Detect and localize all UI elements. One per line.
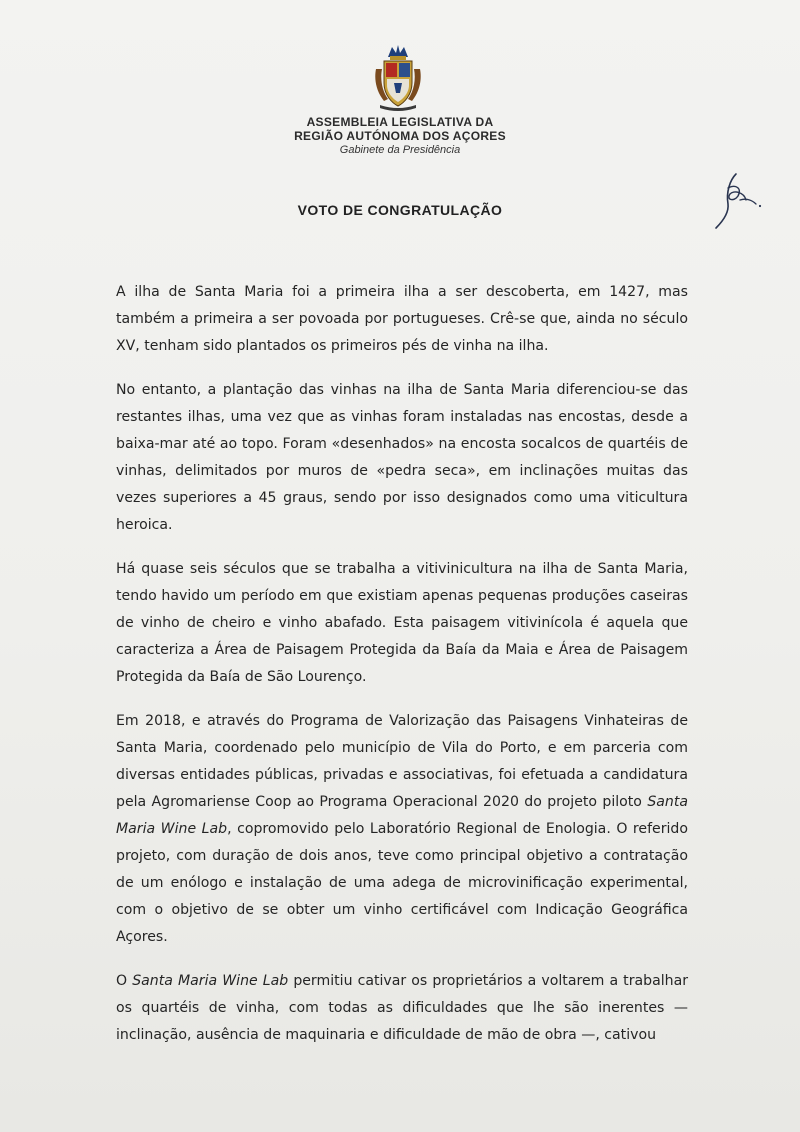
paragraph-text: Há quase seis séculos que se trabalha a vitivinicultura na ilha de Santa Maria, tendo havido um período em que existiam apenas pequenas produções caseiras de vinho de cheiro e vinho abafado. Esta paisagem vitivinícola é aquela que caracteriza a Área de Paisagem Protegida da Baía da Maia e Área de Paisagem Protegida da Baía de São Lourenço.	[116, 561, 688, 685]
paragraph-5	[116, 968, 688, 1049]
paragraph-1	[116, 279, 688, 360]
paragraph-2	[116, 377, 688, 539]
paragraph-text: A ilha de Santa Maria foi a primeira ilha a ser descoberta, em 1427, mas também a primeira a ser povoada por portugueses. Crê-se que, ainda no século XV, tenham sido plantados os primeiros pés de vinha na ilha.	[116, 284, 688, 354]
paragraph-text: permitiu cativar os proprietários a voltarem a trabalhar os quartéis de vinha, com todas as dificuldades que lhe são inerentes — inclinação, ausência de maquinaria e dificuldade de mão de obra —, cativou	[116, 973, 689, 1043]
paragraph-text: O	[116, 973, 133, 989]
document-body	[116, 279, 688, 1066]
organization-header	[0, 115, 800, 157]
paragraph-text: Em 2018, e através do Programa de Valorização das Paisagens Vinhateiras de Santa Maria, coordenado pelo município de Vila do Porto, e em parceria com diversas entidades públicas, privadas e associativas, foi efetuada a candidatura pela Agromariense Coop ao Programa Operacional 2020 do projeto piloto	[116, 713, 688, 810]
office-name: Gabinete da Presidência	[339, 144, 461, 156]
handwritten-signature-icon	[706, 170, 766, 232]
document-title: VOTO DE CONGRATULAÇÃO	[297, 202, 503, 218]
paragraph-text: , copromovido pelo Laboratório Regional de Enologia. O referido projeto, com duração de dois anos, teve como principal objetivo a contratação de um enólogo e instalação de uma adega de microvinificação experimental, com o objetivo de se obter um vinho certificável com Indicação Geográfica Açores.	[116, 821, 688, 945]
paragraph-4	[116, 708, 688, 951]
paragraph-3	[116, 556, 688, 691]
paragraph-text: No entanto, a plantação das vinhas na ilha de Santa Maria diferenciou-se das restantes ilhas, uma vez que as vinhas foram instaladas nas encostas, desde a baixa-mar até ao topo. Foram «desenhados» na encosta socalcos de quartéis de vinhas, delimitados por muros de «pedra seca», em inclinações muitas das vezes superiores a 45 graus, sendo por isso designados como uma viticultura heroica.	[116, 382, 688, 533]
italic-project-name: Santa Maria Wine Lab	[132, 973, 289, 989]
org-name-line-2: REGIÃO AUTÓNOMA DOS AÇORES	[294, 129, 506, 143]
org-name-line-1: ASSEMBLEIA LEGISLATIVA DA	[306, 115, 494, 129]
italic-project-name: Santa Maria Wine Lab	[116, 794, 688, 837]
coat-of-arms-icon	[372, 43, 424, 111]
